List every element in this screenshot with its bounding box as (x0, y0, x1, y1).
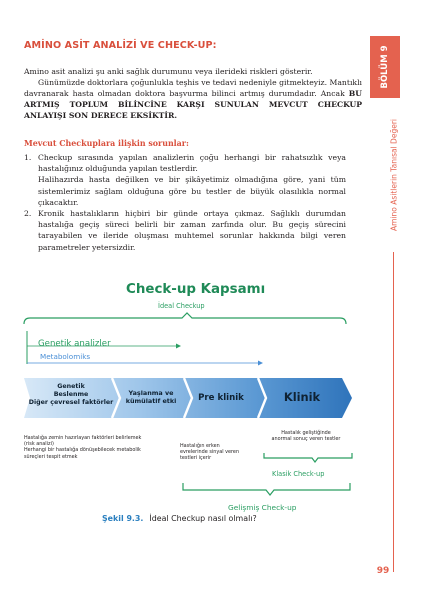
note-abnormal-tests (262, 430, 350, 442)
note-risk-analysis (24, 435, 174, 460)
figure-title: Check-up Kapsamı (126, 282, 266, 297)
gelismis-bracket (183, 483, 350, 495)
genetic-analysis-label: Genetik analizler (38, 339, 111, 349)
list-item-text: Kronik hastalıkların hiçbiri bir günde ortaya çıkmaz. Sağlıklı durumdan hastalığa geçiş süreci belirli bir zaman zarfında olur. Bu geçiş sürecini tarayabilen ve ileride oluşması muhtemel sorunlar hakkında bilgi veren parametreler yetersizdir. (38, 209, 346, 252)
stage-line: kümülatif etki (125, 397, 177, 406)
paragraph-2-text: Günümüzde doktorlara çoğunlukla teşhis ve tedavi nedeniyle gitmekteyiz. Mantıklı davranarak hasta olmadan doktora başvurma bilinci artmış durumdadır. Ancak (24, 78, 363, 99)
list-item-number: 2. (24, 209, 32, 219)
list-item-number: 1. (24, 153, 32, 162)
note-line: süreçleri tespit etmek (24, 453, 78, 460)
stage-aging (116, 389, 186, 405)
paragraph-1: Amino asit analizi şu anki sağlık durumunu veya ilerideki riskleri gösterir. (24, 67, 313, 76)
stage-line: Genetik (57, 383, 85, 390)
page-number: 99 (376, 566, 390, 576)
genetic-arrow-head (176, 344, 181, 349)
list-item-text: Halihazırda hasta değilken ve bir şikâyetimiz olmadığına göre, yani tüm sistemlerimiz sağlam olduğuna göre bu testler de büyük olasılıkla normal çıkacaktır. (38, 175, 346, 207)
stage-line: Yaşlanma ve (128, 389, 174, 397)
metabolomics-arrow-head (258, 361, 263, 366)
note-line: Hastalığa zemin hazırlayan faktörleri belirlemek (24, 435, 142, 441)
chapter-title-text: Amino Asitlerin Tanısal Değeri (389, 119, 399, 231)
list-item-text: Checkup sırasında yapılan analizlerin çoğu herhangi bir rahatsızlık veya hastalığınız olduğunda yapılan testlerdir. (38, 153, 346, 174)
metabolomics-label: Metabolomiks (40, 352, 91, 361)
chapter-tab-label: BÖLÜM 9 (380, 45, 390, 89)
note-line: evrelerinde sinyal veren (180, 449, 240, 456)
note-line: (risk analizi) (24, 441, 54, 448)
figure-caption (102, 514, 257, 523)
ideal-checkup-label: İdeal Checkup (158, 302, 205, 310)
note-line: Hastalığın erken (180, 443, 220, 449)
problems-subtitle: Mevcut Checkuplara ilişkin sorunlar: (24, 139, 189, 148)
stage-line: Diğer çevresel faktörler (28, 399, 114, 407)
note-line: Herhangi bir hastalığa dönüşebilecek metabolik (24, 447, 141, 454)
note-early-signal (180, 443, 260, 462)
stage-preclinical: Pre klinik (198, 393, 244, 403)
note-line: anormal sonuç veren testler (271, 436, 341, 443)
figure-caption-label: Şekil 9.3. (102, 514, 144, 523)
note-line: testleri içerir (180, 455, 212, 462)
klasik-bracket (264, 453, 352, 462)
figure-caption-text: İdeal Checkup nasıl olmalı? (149, 514, 257, 523)
ideal-bracket (24, 313, 346, 324)
stage-clinical: Klinik (283, 390, 321, 404)
paragraph-2-bold: BU ARTMIŞ TOPLUM BİLİNCİNE KARŞI SUNULAN MEVCUT CHECKUP ANLAYIŞI SON DERECE EKSİKTİR. (24, 89, 362, 121)
section-title: AMİNO ASİT ANALİZİ VE CHECK-UP: (24, 40, 217, 51)
note-line: Hastalık geliştiğinde (281, 430, 331, 436)
classic-checkup-label: Klasik Check-up (272, 470, 325, 478)
advanced-checkup-label: Gelişmiş Check-up (228, 503, 297, 512)
stage-risk-factors (28, 383, 114, 408)
stage-line: Beslenme (53, 391, 89, 399)
